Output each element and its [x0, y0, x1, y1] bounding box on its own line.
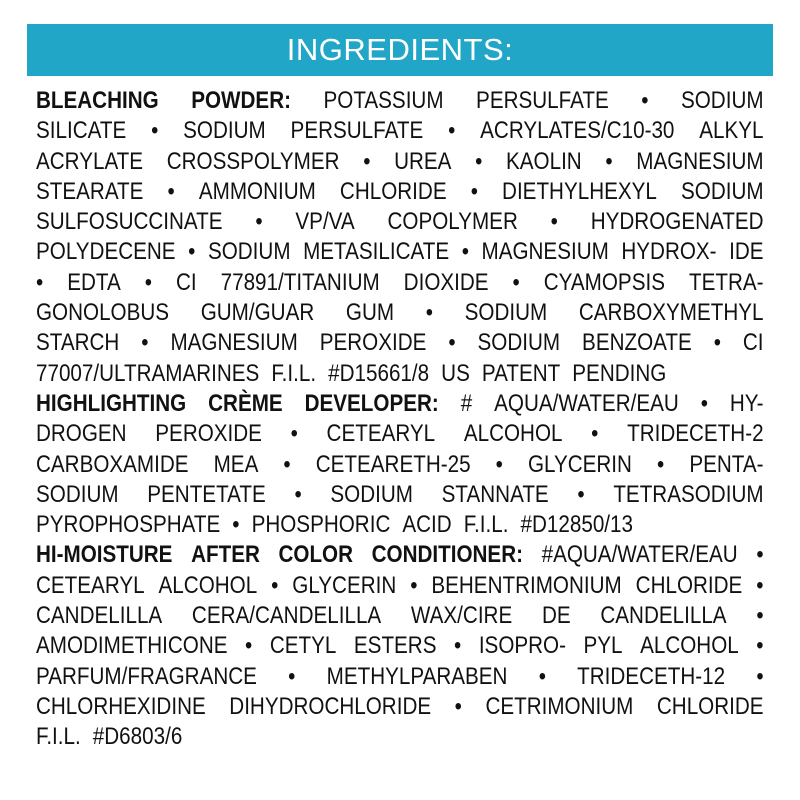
ingredient-line	[36, 116, 764, 146]
ingredient-word: PYROPHOSPHATE	[36, 511, 221, 539]
ingredient-word: TETRA-	[688, 268, 764, 296]
ingredient-word: •	[470, 177, 478, 205]
ingredient-word: KAOLIN	[506, 147, 582, 175]
ingredient-word: •	[255, 208, 263, 236]
ingredient-word: EDTA	[67, 268, 121, 296]
ingredient-word: •	[512, 268, 520, 296]
ingredient-word: CI	[742, 329, 764, 357]
ingredient-word: SODIUM	[330, 480, 413, 508]
ingredient-line	[36, 86, 764, 116]
ingredient-word: CERA/CANDELILLA	[191, 602, 382, 630]
ingredient-word: GUM/GUAR	[200, 299, 315, 327]
ingredient-word: MAGNESIUM	[636, 147, 764, 175]
ingredient-word: PENTETATE	[147, 480, 266, 508]
ingredient-word: •	[756, 662, 764, 690]
ingredient-word: •	[283, 450, 291, 478]
ingredient-word: IDE	[729, 238, 764, 266]
ingredient-word: CROSSPOLYMER	[166, 147, 340, 175]
ingredient-word: PHOSPHORIC	[251, 511, 391, 539]
ingredient-word: •	[538, 662, 546, 690]
section-heading-word: CONDITIONER:	[371, 541, 523, 569]
ingredient-word: •	[167, 177, 175, 205]
ingredient-word: •	[577, 480, 585, 508]
ingredient-word: CETRIMONIUM	[485, 692, 634, 720]
ingredient-line	[36, 601, 764, 631]
ingredient-word: CETEARETH-25	[315, 450, 471, 478]
ingredient-word: PERSULFATE	[476, 87, 609, 114]
ingredient-word: •	[448, 329, 456, 357]
ingredient-word: •	[756, 541, 764, 569]
ingredient-line	[36, 359, 764, 389]
ingredient-word: SODIUM	[477, 329, 561, 357]
ingredient-word: PYL	[583, 632, 623, 660]
ingredient-word: •	[232, 511, 240, 539]
ingredient-word: TETRASODIUM	[613, 480, 764, 508]
ingredient-line	[36, 268, 764, 298]
ingredient-word: ALCOHOL	[640, 632, 739, 660]
ingredient-word: BEHENTRIMONIUM	[431, 571, 622, 599]
ingredient-word: •	[410, 571, 418, 599]
ingredient-word: •	[454, 692, 462, 720]
ingredient-line	[36, 298, 764, 328]
ingredient-word: PEROXIDE	[319, 329, 427, 357]
ingredient-line	[36, 147, 764, 177]
ingredient-word: PERSULFATE	[290, 117, 424, 145]
ingredient-word: •	[605, 147, 613, 175]
ingredient-word: •	[756, 632, 764, 660]
ingredient-word: •	[245, 632, 253, 660]
ingredient-word: ACRYLATES/C10-30	[480, 117, 675, 145]
ingredient-word: DROGEN	[36, 420, 127, 448]
ingredient-word: STEARATE	[36, 177, 144, 205]
ingredient-word: •	[363, 147, 371, 175]
ingredient-word: •	[36, 268, 44, 296]
ingredient-word: •	[495, 450, 503, 478]
ingredient-word: CHLORHEXIDINE	[36, 692, 206, 720]
ingredient-word: CANDELILLA	[600, 602, 727, 630]
ingredient-word: •	[475, 147, 483, 175]
ingredient-word: MAGNESIUM	[481, 238, 609, 266]
ingredient-word: GONOLOBUS	[36, 299, 170, 327]
ingredient-word: CI	[175, 268, 197, 296]
ingredient-word: PENTA-	[689, 450, 764, 478]
ingredient-word: SULFOSUCCINATE	[36, 208, 223, 236]
ingredient-word: GLYCERIN	[527, 450, 632, 478]
ingredient-word: CARBOXYMETHYL	[578, 299, 764, 327]
ingredient-word: POLYDECENE	[36, 238, 176, 266]
ingredient-line	[36, 480, 764, 510]
ingredient-word: •	[657, 450, 665, 478]
ingredients-title: INGREDIENTS:	[286, 32, 514, 67]
ingredient-word: CYAMOPSIS	[543, 268, 665, 296]
ingredient-line	[36, 510, 764, 540]
ingredient-word: #	[460, 389, 473, 417]
ingredient-line	[36, 692, 764, 722]
ingredient-word: SODIUM	[183, 117, 266, 145]
ingredient-word: •	[448, 117, 456, 145]
ingredient-word: STARCH	[36, 329, 120, 357]
ingredient-word: CANDELILLA	[36, 602, 163, 630]
section-heading-word: HI-MOISTURE	[36, 541, 173, 569]
ingredient-word: #AQUA/WATER/EAU	[541, 541, 738, 569]
ingredient-word: SODIUM	[464, 299, 548, 327]
ingredient-word: •	[756, 571, 764, 599]
ingredient-word: DE	[541, 602, 571, 630]
ingredient-line	[36, 389, 764, 419]
ingredients-list	[36, 86, 764, 753]
ingredient-word: •	[151, 117, 159, 145]
ingredient-word: SODIUM	[36, 480, 119, 508]
ingredient-word: #D12850/13	[520, 511, 634, 539]
ingredient-word: HYDROGENATED	[590, 208, 764, 236]
ingredient-word: 77007/ULTRAMARINES	[36, 359, 260, 387]
ingredient-word: VP/VA	[295, 208, 355, 236]
ingredient-word: ESTERS	[353, 632, 437, 660]
ingredient-word: METHYLPARABEN	[326, 662, 508, 690]
ingredient-word: F.I.L.	[463, 511, 509, 539]
ingredient-word: SODIUM	[681, 177, 764, 205]
ingredient-word: •	[271, 571, 279, 599]
ingredient-word: •	[454, 632, 462, 660]
ingredient-word: •	[550, 208, 558, 236]
ingredient-word: SODIUM	[207, 238, 291, 266]
ingredient-word: #D6803/6	[92, 723, 183, 751]
section-heading-word: DEVELOPER:	[304, 389, 439, 417]
ingredient-word: CETEARYL	[36, 571, 145, 599]
ingredient-word: TRIDECETH-12	[577, 662, 726, 690]
ingredient-word: 77891/TITANIUM	[220, 268, 380, 296]
section-heading-word: AFTER	[191, 541, 260, 569]
ingredient-line	[36, 571, 764, 601]
ingredient-word: •	[713, 329, 721, 357]
section-heading-word: POWDER:	[191, 87, 291, 114]
ingredient-word: CHLORIDE	[635, 571, 743, 599]
ingredient-word: CHLORIDE	[339, 177, 447, 205]
ingredient-word: •	[290, 420, 298, 448]
ingredient-word: CHLORIDE	[656, 692, 764, 720]
ingredient-word: WAX/CIRE	[410, 602, 513, 630]
ingredient-word: UREA	[394, 147, 452, 175]
ingredient-word: ALCOHOL	[463, 420, 563, 448]
ingredient-line	[36, 450, 764, 480]
ingredient-word: •	[641, 87, 649, 114]
ingredient-word: ISOPRO-	[478, 632, 566, 660]
ingredient-word: SILICATE	[36, 117, 127, 145]
section-heading-word: BLEACHING	[36, 87, 159, 114]
ingredient-word: AMMONIUM	[198, 177, 316, 205]
ingredient-word: GUM	[345, 299, 395, 327]
ingredient-word: ALKYL	[699, 117, 764, 145]
ingredient-line	[36, 328, 764, 358]
section-heading-word: HIGHLIGHTING	[36, 389, 187, 417]
ingredient-word: AQUA/WATER/EAU	[494, 389, 679, 417]
ingredient-word: CARBOXAMIDE	[36, 450, 189, 478]
ingredient-word: PEROXIDE	[155, 420, 262, 448]
ingredient-word: DIHYDROCHLORIDE	[229, 692, 432, 720]
ingredient-word: •	[591, 420, 599, 448]
ingredient-word: AMODIMETHICONE	[36, 632, 228, 660]
ingredient-line	[36, 631, 764, 661]
ingredient-word: #D15661/8	[328, 359, 430, 387]
ingredient-word: BENZOATE	[582, 329, 692, 357]
ingredient-line	[36, 419, 764, 449]
ingredient-word: ALCOHOL	[158, 571, 258, 599]
ingredient-word: MAGNESIUM	[170, 329, 298, 357]
ingredient-word: F.I.L.	[271, 359, 317, 387]
ingredient-word: •	[188, 238, 196, 266]
ingredient-line	[36, 207, 764, 237]
ingredient-word: STANNATE	[441, 480, 549, 508]
ingredient-word: •	[425, 299, 433, 327]
ingredient-word: HYDROX-	[621, 238, 717, 266]
ingredient-word: DIOXIDE	[403, 268, 489, 296]
ingredient-word: •	[756, 602, 764, 630]
ingredient-word: PARFUM/FRAGRANCE	[36, 662, 257, 690]
ingredient-word: MEA	[213, 450, 259, 478]
ingredient-word: PATENT	[481, 359, 561, 387]
ingredient-word: ACRYLATE	[36, 147, 144, 175]
ingredient-word: F.I.L.	[36, 723, 81, 751]
section-heading-word: COLOR	[278, 541, 354, 569]
ingredient-word: •	[700, 389, 708, 417]
ingredient-line	[36, 540, 764, 570]
ingredient-word: METASILICATE	[303, 238, 450, 266]
ingredient-word: •	[288, 662, 296, 690]
ingredient-word: COPOLYMER	[387, 208, 518, 236]
section-heading-word: CRÈME	[208, 389, 283, 417]
ingredient-line	[36, 722, 764, 752]
ingredient-word: CETYL	[269, 632, 337, 660]
ingredient-word: POTASSIUM	[323, 87, 444, 114]
ingredient-word: HY-	[729, 389, 764, 417]
ingredient-word: DIETHYLHEXYL	[502, 177, 657, 205]
ingredient-line	[36, 237, 764, 267]
ingredients-banner	[27, 24, 773, 76]
ingredient-word: ACID	[402, 511, 452, 539]
ingredient-word: •	[294, 480, 302, 508]
ingredient-word: SODIUM	[680, 87, 764, 114]
ingredient-word: PENDING	[572, 359, 667, 387]
ingredient-line	[36, 662, 764, 692]
ingredient-word: •	[144, 268, 152, 296]
ingredient-word: TRIDECETH-2	[627, 420, 764, 448]
ingredient-line	[36, 177, 764, 207]
ingredient-word: GLYCERIN	[292, 571, 397, 599]
ingredient-word: •	[461, 238, 469, 266]
ingredient-word: US	[441, 359, 470, 387]
ingredient-word: •	[141, 329, 149, 357]
ingredient-word: CETEARYL	[326, 420, 436, 448]
